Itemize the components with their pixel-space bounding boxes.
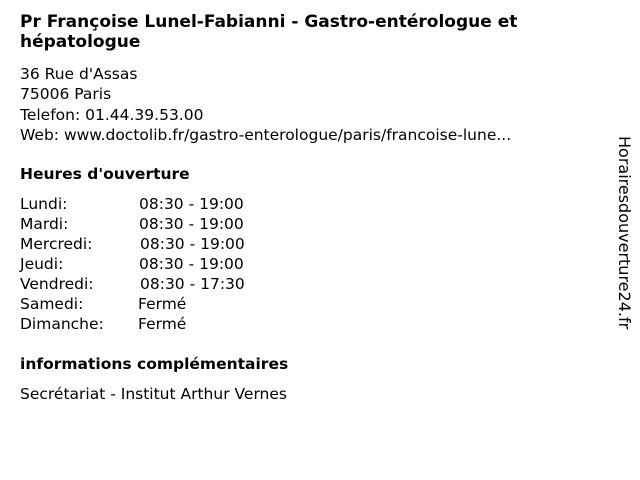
page-title: Pr Françoise Lunel-Fabianni - Gastro-entérologue et hépatologue bbox=[20, 12, 518, 52]
hours-value: 08:30 - 19:00 bbox=[139, 195, 244, 213]
phone-number: Telefon: 01.44.39.53.00 bbox=[20, 105, 204, 124]
address-block bbox=[20, 64, 600, 145]
hours-value: 08:30 - 17:30 bbox=[140, 275, 245, 293]
hours-value: 08:30 - 19:00 bbox=[139, 255, 244, 273]
day-label: Mercredi: bbox=[20, 235, 93, 253]
hours-value: 08:30 - 19:00 bbox=[139, 215, 244, 233]
additional-info-text: Secrétariat - Institut Arthur Vernes bbox=[20, 385, 287, 403]
hours-value: Fermé bbox=[138, 315, 187, 333]
opening-hours-heading: Heures d'ouverture bbox=[20, 165, 190, 183]
day-label: Mardi: bbox=[20, 215, 69, 233]
site-watermark: Horairesdouverture24.fr bbox=[615, 136, 634, 330]
city-postcode: 75006 Paris bbox=[20, 85, 112, 104]
hours-value: Fermé bbox=[138, 295, 187, 313]
day-label: Jeudi: bbox=[20, 255, 64, 273]
additional-info-heading: informations complémentaires bbox=[20, 355, 289, 373]
street-address: 36 Rue d'Assas bbox=[20, 65, 138, 83]
day-label: Vendredi: bbox=[20, 275, 94, 293]
day-label: Samedi: bbox=[20, 295, 84, 313]
website-link[interactable]: Web: www.doctolib.fr/gastro-enterologue/paris/francoise-lune... bbox=[20, 125, 512, 144]
hours-value: 08:30 - 19:00 bbox=[140, 235, 245, 253]
day-label: Dimanche: bbox=[20, 315, 104, 333]
day-label: Lundi: bbox=[20, 195, 68, 213]
